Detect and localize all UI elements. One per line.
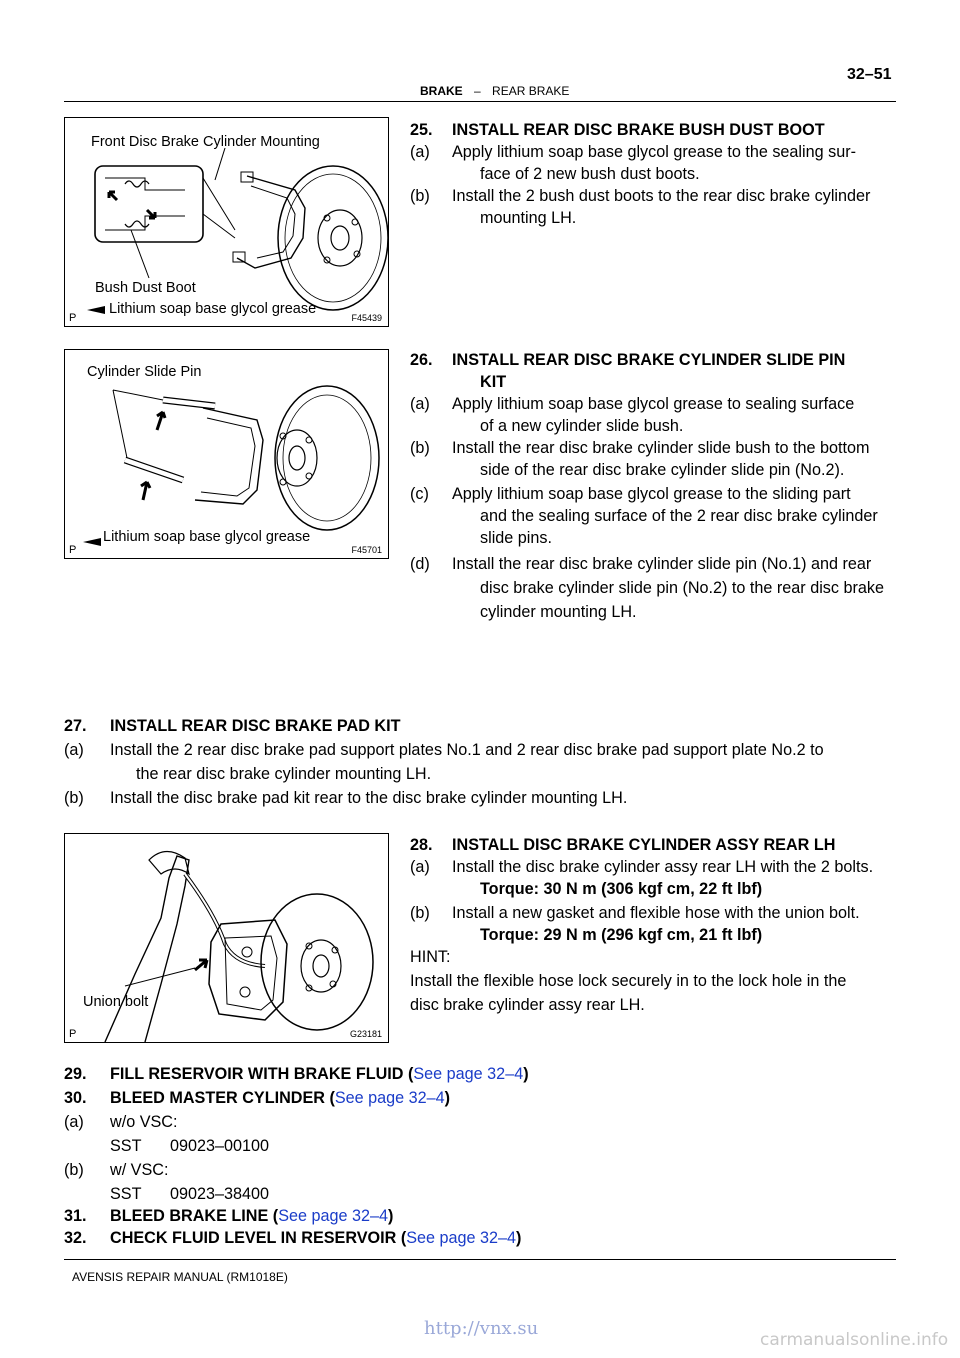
step-31-close-paren: ): [388, 1207, 394, 1225]
step-26a-text-1: Apply lithium soap base glycol grease to sealing surface: [452, 395, 855, 413]
step-26c-text-3: slide pins.: [480, 529, 552, 547]
step-30-title: [110, 1087, 450, 1109]
header-subsection: REAR BRAKE: [492, 84, 570, 98]
step-28-hint-text-1: Install the flexible hose lock securely in to the lock hole in the: [410, 972, 847, 990]
step-29-title: [110, 1063, 529, 1085]
footer-manual-title: AVENSIS REPAIR MANUAL (RM1018E): [72, 1270, 288, 1284]
step-27-number: 27.: [64, 717, 87, 735]
step-28a-label: (a): [410, 858, 430, 876]
step-26d-label: (d): [410, 555, 430, 573]
step-28b-label: (b): [410, 904, 430, 922]
figure-p-mark: P: [69, 312, 77, 324]
step-26c-text-1: Apply lithium soap base glycol grease to the sliding part: [452, 485, 851, 503]
watermark-url: http://vnx.su: [424, 1318, 539, 1339]
figure-slide-pin: [64, 349, 389, 559]
watermark-site: carmanualsonline.info: [760, 1330, 949, 1350]
figure-label-grease: Lithium soap base glycol grease: [109, 301, 317, 317]
step-26b-text-2: side of the rear disc brake cylinder slide pin (No.2).: [480, 461, 845, 479]
step-31-title: [110, 1205, 393, 1227]
step-31-see-page-link[interactable]: See page 32–4: [278, 1207, 389, 1225]
step-28a-text: Install the disc brake cylinder assy rear LH with the 2 bolts.: [452, 858, 874, 876]
step-26c-text-2: and the sealing surface of the 2 rear disc brake cylinder: [480, 507, 878, 525]
step-25b-text-1: Install the 2 bush dust boots to the rear disc brake cylinder: [452, 187, 871, 205]
header-dash: –: [474, 84, 481, 98]
figure-bush-dust-boot: [64, 117, 389, 327]
step-29-close-paren: ): [523, 1065, 529, 1083]
step-25-title: INSTALL REAR DISC BRAKE BUSH DUST BOOT: [452, 121, 825, 139]
step-26-title-1: INSTALL REAR DISC BRAKE CYLINDER SLIDE PIN: [452, 351, 846, 369]
step-31-number: 31.: [64, 1207, 87, 1225]
step-26a-label: (a): [410, 395, 430, 413]
step-32-see-page-link[interactable]: See page 32–4: [406, 1229, 517, 1247]
step-26d-text-3: cylinder mounting LH.: [480, 603, 637, 621]
figure-p-mark: P: [69, 544, 77, 556]
figure-label-front-mounting: Front Disc Brake Cylinder Mounting: [91, 134, 320, 150]
figure-label-union-bolt: Union bolt: [83, 994, 149, 1010]
step-30-number: 30.: [64, 1089, 87, 1107]
step-25b-label: (b): [410, 187, 430, 205]
step-27b-label: (b): [64, 789, 84, 807]
step-27b-text-1: Install the disc brake pad kit rear to the disc brake cylinder mounting LH.: [110, 789, 628, 807]
step-30a-sst-label: SST: [110, 1137, 142, 1155]
step-26a-text-2: of a new cylinder slide bush.: [480, 417, 684, 435]
step-32-number: 32.: [64, 1229, 87, 1247]
figure-label-bush-dust-boot: Bush Dust Boot: [95, 280, 196, 296]
header-section: [420, 84, 569, 98]
step-27a-text-2: the rear disc brake cylinder mounting LH.: [136, 765, 432, 783]
step-27a-label: (a): [64, 741, 84, 759]
step-27a-text-1: Install the 2 rear disc brake pad support plates No.1 and 2 rear disc brake pad support plate No.2 to: [110, 741, 824, 759]
figure-label-cylinder-slide-pin: Cylinder Slide Pin: [87, 364, 202, 380]
step-29-title-text: FILL RESERVOIR WITH BRAKE FLUID (: [110, 1065, 414, 1083]
step-32-title: [110, 1227, 521, 1249]
step-32-close-paren: ): [516, 1229, 522, 1247]
step-30b-sst-value: 09023–38400: [170, 1185, 270, 1203]
step-31-title-text: BLEED BRAKE LINE (: [110, 1207, 279, 1225]
step-25a-label: (a): [410, 143, 430, 161]
step-32-title-text: CHECK FLUID LEVEL IN RESERVOIR (: [110, 1229, 407, 1247]
step-25-number: 25.: [410, 121, 433, 139]
step-25b-text-2: mounting LH.: [480, 209, 577, 227]
step-30a-sst-value: 09023–00100: [170, 1137, 270, 1155]
step-30b-label: (b): [64, 1161, 84, 1179]
step-26b-label: (b): [410, 439, 430, 457]
figure-slide-pin-drawing: [65, 350, 388, 558]
step-28b-torque: Torque: 29 N m (296 kgf cm, 21 ft lbf): [480, 926, 763, 944]
step-30a-text: w/o VSC:: [110, 1113, 178, 1131]
step-28-hint-text-2: disc brake cylinder assy rear LH.: [410, 996, 645, 1014]
step-29-number: 29.: [64, 1065, 87, 1083]
step-26b-text-1: Install the rear disc brake cylinder slide bush to the bottom: [452, 439, 870, 457]
figure-code: F45701: [351, 545, 382, 555]
step-25a-text-2: face of 2 new bush dust boots.: [480, 165, 700, 183]
step-25a-text-1: Apply lithium soap base glycol grease to the sealing sur-: [452, 143, 857, 161]
step-27-title: INSTALL REAR DISC BRAKE PAD KIT: [110, 717, 401, 735]
step-29-see-page-link[interactable]: See page 32–4: [413, 1065, 524, 1083]
step-30b-sst-label: SST: [110, 1185, 142, 1203]
step-30a-label: (a): [64, 1113, 84, 1131]
step-26-number: 26.: [410, 351, 433, 369]
header-rule: [64, 101, 896, 102]
step-26d-text-1: Install the rear disc brake cylinder slide pin (No.1) and rear: [452, 555, 872, 573]
step-30-title-text: BLEED MASTER CYLINDER (: [110, 1089, 335, 1107]
figure-union-bolt: [64, 833, 389, 1043]
step-28a-torque: Torque: 30 N m (306 kgf cm, 22 ft lbf): [480, 880, 763, 898]
figure-code: G23181: [349, 1029, 382, 1039]
step-28-number: 28.: [410, 836, 433, 854]
figure-union-bolt-drawing: [65, 834, 388, 1042]
step-30b-text: w/ VSC:: [110, 1161, 169, 1179]
figure-label-grease: Lithium soap base glycol grease: [103, 529, 311, 545]
page-number: 32–51: [847, 66, 892, 83]
figure-p-mark: P: [69, 1028, 77, 1040]
step-28b-text: Install a new gasket and flexible hose with the union bolt.: [452, 904, 860, 922]
figure-code: F45439: [351, 313, 382, 323]
step-26d-text-2: disc brake cylinder slide pin (No.2) to the rear disc brake: [480, 579, 884, 597]
step-26-title-2: KIT: [480, 373, 507, 391]
step-28-title: INSTALL DISC BRAKE CYLINDER ASSY REAR LH: [452, 836, 836, 854]
step-30-close-paren: ): [444, 1089, 451, 1107]
step-30-see-page-link[interactable]: See page 32–4: [334, 1089, 445, 1107]
footer-rule: [64, 1259, 896, 1260]
header-section-title: BRAKE: [420, 84, 463, 98]
step-28-hint-label: HINT:: [410, 948, 451, 966]
step-26c-label: (c): [410, 485, 429, 503]
